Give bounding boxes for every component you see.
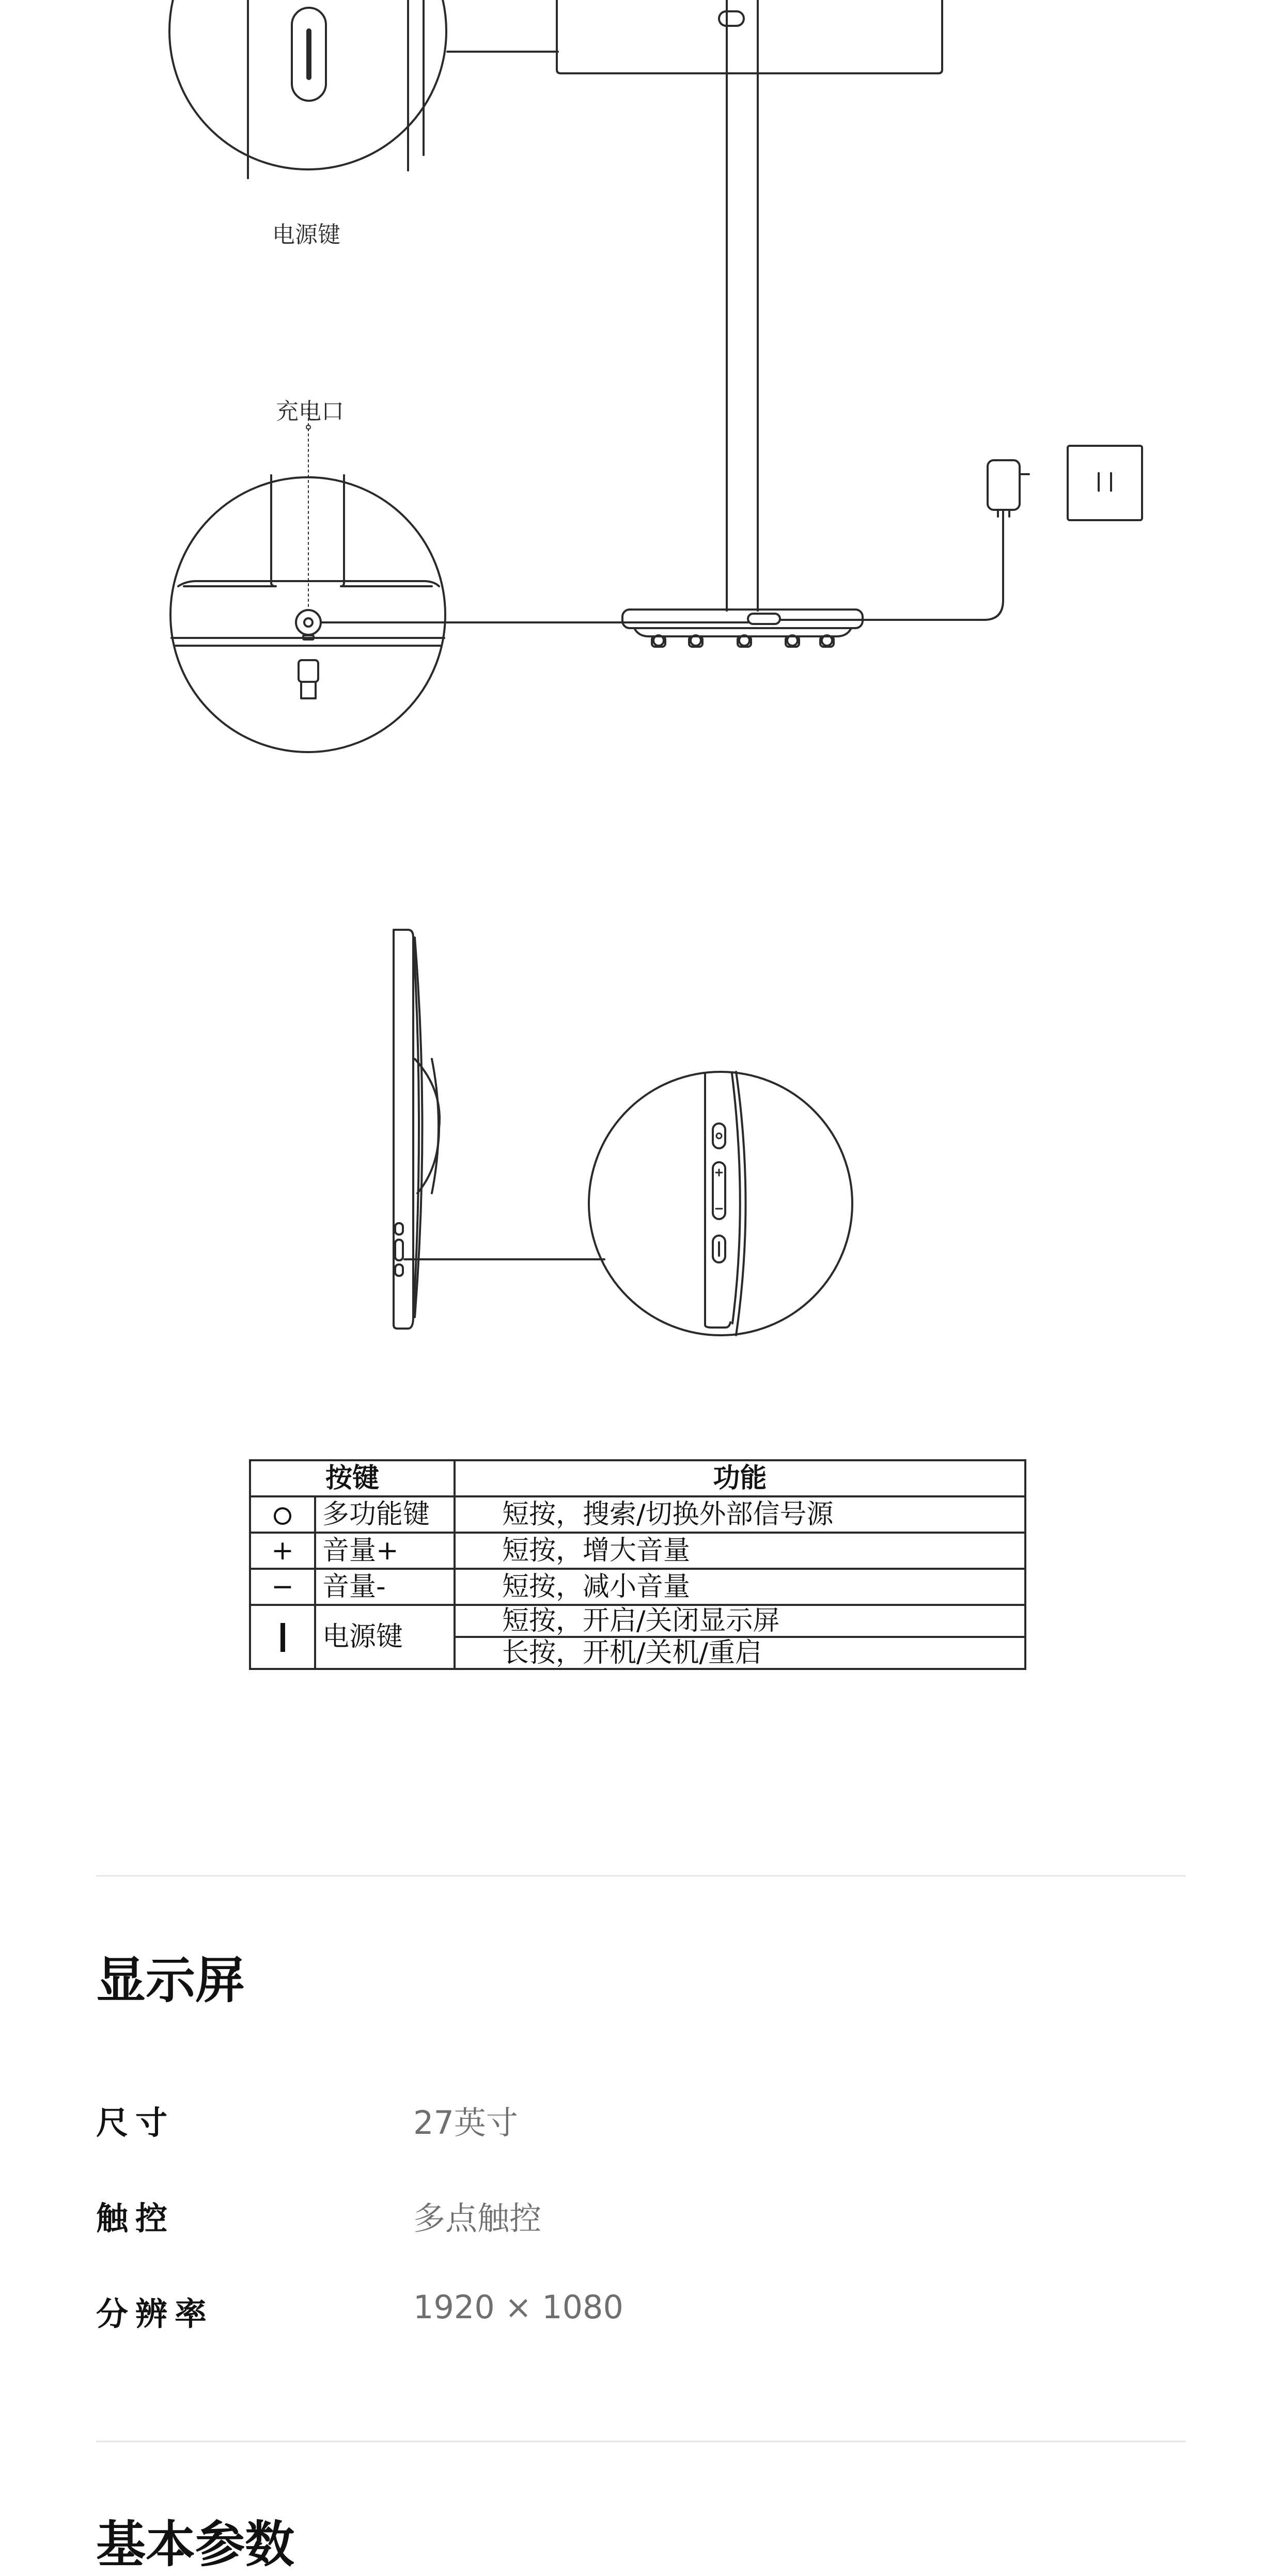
table-cell-key-name: 多功能键 [315,1496,455,1533]
section-divider [96,2441,1186,2442]
spec-value-touch: 多点触控 [413,2199,542,2237]
bar-icon [280,1623,285,1652]
section-title-basic: 基本参数 [96,2516,294,2573]
table-cell-function: 短按，开启/关闭显示屏 [455,1605,1025,1637]
charging-port-callout [170,408,748,752]
table-cell-key-name: 音量+ [315,1533,455,1569]
spec-label-size: 尺寸 [96,2104,175,2142]
spec-value-resolution: 1920 × 1080 [413,2288,623,2326]
stand-base [622,610,863,647]
table-cell-key-name: 电源键 [315,1605,455,1669]
spec-label-resolution: 分辨率 [96,2295,214,2333]
section-title-display: 显示屏 [96,1951,245,2009]
table-row [250,1496,1025,1533]
table-row [250,1533,1025,1569]
side-buttons-callout [589,1072,852,1335]
table-header-key: 按键 [250,1460,455,1496]
charging-port-label: 充电口 [276,398,344,425]
minus-icon: − [250,1569,315,1605]
key-function-table [249,1459,1026,1670]
table-header-function: 功能 [455,1460,1025,1496]
spec-label-touch: 触控 [96,2199,175,2237]
table-cell-symbol [250,1605,315,1669]
power-key-callout [169,0,558,178]
plus-icon: + [250,1533,315,1569]
monitor-side-view [394,930,604,1329]
table-header-row [250,1460,1025,1496]
table-cell-function: 短按，增大音量 [455,1533,1025,1569]
table-cell-function: 长按，开机/关机/重启 [455,1637,1025,1669]
power-key-label: 电源键 [272,222,340,248]
table-cell-function: 短按，减小音量 [455,1569,1025,1605]
stand-pole [557,0,942,611]
circle-icon [274,1507,291,1525]
table-cell-symbol [250,1496,315,1533]
table-cell-function: 短按，搜索/切换外部信号源 [455,1496,1025,1533]
table-row [250,1569,1025,1605]
section-divider [96,1875,1186,1877]
power-adapter [780,446,1142,620]
table-row [250,1605,1025,1637]
spec-value-size: 27英寸 [413,2104,518,2142]
table-cell-key-name: 音量- [315,1569,455,1605]
